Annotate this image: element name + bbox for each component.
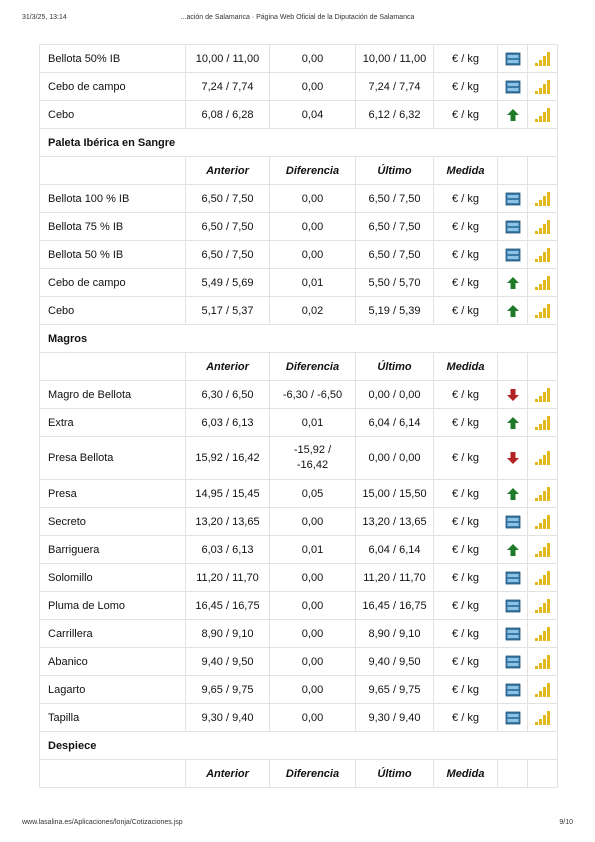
anterior-value: 6,50 / 7,50 (186, 213, 270, 241)
price-history-chart-icon[interactable] (534, 247, 552, 263)
chart-cell[interactable] (528, 73, 558, 101)
trend-cell[interactable] (498, 101, 528, 129)
medida-unit: € / kg (434, 592, 498, 620)
product-name: Lagarto (40, 676, 186, 704)
diferencia-value: 0,00 (270, 620, 356, 648)
chart-cell[interactable] (528, 381, 558, 409)
anterior-value: 9,30 / 9,40 (186, 704, 270, 732)
anterior-value: 6,03 / 6,13 (186, 409, 270, 437)
ultimo-value: 5,19 / 5,39 (356, 297, 434, 325)
trend-cell[interactable] (498, 73, 528, 101)
anterior-value: 7,24 / 7,74 (186, 73, 270, 101)
column-header-row (40, 353, 558, 381)
diferencia-value: 0,01 (270, 269, 356, 297)
trend-equal-icon[interactable] (505, 52, 521, 66)
price-row (40, 213, 558, 241)
header-blank-cell (528, 353, 558, 381)
anterior-value: 14,95 / 15,45 (186, 480, 270, 508)
ultimo-value: 9,30 / 9,40 (356, 704, 434, 732)
medida-unit: € / kg (434, 185, 498, 213)
price-table-body (40, 45, 558, 788)
medida-unit: € / kg (434, 101, 498, 129)
trend-cell[interactable] (498, 241, 528, 269)
price-row (40, 45, 558, 73)
product-name: Presa (40, 480, 186, 508)
print-url: www.lasalina.es/Aplicaciones/lonja/Cotizaciones.jsp (22, 819, 183, 826)
print-date: 31/3/25, 13:14 (22, 14, 67, 21)
ultimo-value: 11,20 / 11,70 (356, 564, 434, 592)
trend-cell[interactable] (498, 381, 528, 409)
trend-cell[interactable] (498, 480, 528, 508)
price-history-chart-icon[interactable] (534, 710, 552, 726)
ultimo-value: 5,50 / 5,70 (356, 269, 434, 297)
trend-up-arrow-icon[interactable] (505, 487, 521, 501)
chart-cell[interactable] (528, 213, 558, 241)
diferencia-value: 0,00 (270, 592, 356, 620)
price-history-chart-icon[interactable] (534, 570, 552, 586)
product-name: Barriguera (40, 536, 186, 564)
anterior-value: 6,03 / 6,13 (186, 536, 270, 564)
product-name: Bellota 100 % IB (40, 185, 186, 213)
trend-up-arrow-icon[interactable] (505, 108, 521, 122)
price-table (39, 44, 558, 788)
trend-equal-icon[interactable] (505, 220, 521, 234)
trend-down-arrow-icon[interactable] (505, 451, 521, 465)
anterior-value: 5,49 / 5,69 (186, 269, 270, 297)
diferencia-value: 0,00 (270, 213, 356, 241)
medida-unit: € / kg (434, 73, 498, 101)
column-header-ultimo: Último (356, 157, 434, 185)
chart-cell[interactable] (528, 648, 558, 676)
medida-unit: € / kg (434, 676, 498, 704)
trend-cell[interactable] (498, 45, 528, 73)
product-name: Tapilla (40, 704, 186, 732)
ultimo-value: 0,00 / 0,00 (356, 381, 434, 409)
medida-unit: € / kg (434, 480, 498, 508)
diferencia-value: 0,01 (270, 409, 356, 437)
column-header-ultimo: Último (356, 353, 434, 381)
section-header-row (40, 732, 558, 760)
trend-equal-icon[interactable] (505, 599, 521, 613)
ultimo-value: 6,50 / 7,50 (356, 213, 434, 241)
chart-cell[interactable] (528, 297, 558, 325)
product-name: Pluma de Lomo (40, 592, 186, 620)
header-blank-cell (40, 157, 186, 185)
trend-equal-icon[interactable] (505, 571, 521, 585)
diferencia-value: 0,04 (270, 101, 356, 129)
trend-cell[interactable] (498, 620, 528, 648)
price-row (40, 620, 558, 648)
medida-unit: € / kg (434, 213, 498, 241)
medida-unit: € / kg (434, 381, 498, 409)
price-history-chart-icon[interactable] (534, 542, 552, 558)
header-blank-cell (498, 760, 528, 788)
ultimo-value: 7,24 / 7,74 (356, 73, 434, 101)
price-history-chart-icon[interactable] (534, 626, 552, 642)
medida-unit: € / kg (434, 620, 498, 648)
medida-unit: € / kg (434, 269, 498, 297)
product-name: Bellota 75 % IB (40, 213, 186, 241)
medida-unit: € / kg (434, 536, 498, 564)
price-row (40, 73, 558, 101)
trend-up-arrow-icon[interactable] (505, 416, 521, 430)
product-name: Secreto (40, 508, 186, 536)
browser-print-header (0, 14, 595, 26)
diferencia-value: -15,92 / -16,42 (270, 437, 356, 480)
column-header-diferencia: Diferencia (270, 353, 356, 381)
ultimo-value: 8,90 / 9,10 (356, 620, 434, 648)
trend-equal-icon[interactable] (505, 248, 521, 262)
product-name: Solomillo (40, 564, 186, 592)
ultimo-value: 9,40 / 9,50 (356, 648, 434, 676)
price-history-chart-icon[interactable] (534, 79, 552, 95)
medida-unit: € / kg (434, 409, 498, 437)
chart-cell[interactable] (528, 101, 558, 129)
price-history-chart-icon[interactable] (534, 450, 552, 466)
trend-cell[interactable] (498, 213, 528, 241)
column-header-medida: Medida (434, 353, 498, 381)
anterior-value: 5,17 / 5,37 (186, 297, 270, 325)
medida-unit: € / kg (434, 45, 498, 73)
product-name: Magro de Bellota (40, 381, 186, 409)
price-history-chart-icon[interactable] (534, 303, 552, 319)
section-header-row (40, 129, 558, 157)
medida-unit: € / kg (434, 508, 498, 536)
trend-cell[interactable] (498, 508, 528, 536)
column-header-medida: Medida (434, 760, 498, 788)
price-history-chart-icon[interactable] (534, 486, 552, 502)
diferencia-value: 0,00 (270, 648, 356, 676)
medida-unit: € / kg (434, 437, 498, 480)
trend-equal-icon[interactable] (505, 80, 521, 94)
anterior-value: 6,08 / 6,28 (186, 101, 270, 129)
price-history-chart-icon[interactable] (534, 415, 552, 431)
product-name: Abanico (40, 648, 186, 676)
trend-cell[interactable] (498, 648, 528, 676)
price-row (40, 409, 558, 437)
diferencia-value: 0,00 (270, 45, 356, 73)
chart-cell[interactable] (528, 480, 558, 508)
trend-up-arrow-icon[interactable] (505, 304, 521, 318)
ultimo-value: 10,00 / 11,00 (356, 45, 434, 73)
chart-cell[interactable] (528, 704, 558, 732)
product-name: Presa Bellota (40, 437, 186, 480)
product-name: Bellota 50% IB (40, 45, 186, 73)
product-name: Bellota 50 % IB (40, 241, 186, 269)
trend-equal-icon[interactable] (505, 683, 521, 697)
header-blank-cell (40, 353, 186, 381)
price-history-chart-icon[interactable] (534, 51, 552, 67)
price-row (40, 648, 558, 676)
section-title: Paleta Ibérica en Sangre (40, 129, 558, 157)
anterior-value: 6,50 / 7,50 (186, 185, 270, 213)
price-row (40, 381, 558, 409)
price-history-chart-icon[interactable] (534, 598, 552, 614)
trend-cell[interactable] (498, 437, 528, 480)
anterior-value: 9,65 / 9,75 (186, 676, 270, 704)
product-name: Cebo de campo (40, 73, 186, 101)
section-title: Despiece (40, 732, 558, 760)
column-header-ultimo: Último (356, 760, 434, 788)
column-header-row (40, 157, 558, 185)
price-history-chart-icon[interactable] (534, 514, 552, 530)
price-row (40, 592, 558, 620)
medida-unit: € / kg (434, 241, 498, 269)
product-name: Carrillera (40, 620, 186, 648)
price-history-chart-icon[interactable] (534, 387, 552, 403)
price-row (40, 241, 558, 269)
diferencia-value: 0,00 (270, 185, 356, 213)
chart-cell[interactable] (528, 508, 558, 536)
section-header-row (40, 325, 558, 353)
price-row (40, 297, 558, 325)
trend-equal-icon[interactable] (505, 192, 521, 206)
chart-cell[interactable] (528, 185, 558, 213)
anterior-value: 8,90 / 9,10 (186, 620, 270, 648)
diferencia-value: 0,02 (270, 297, 356, 325)
column-header-medida: Medida (434, 157, 498, 185)
chart-cell[interactable] (528, 536, 558, 564)
ultimo-value: 6,04 / 6,14 (356, 409, 434, 437)
price-row (40, 101, 558, 129)
trend-down-arrow-icon[interactable] (505, 388, 521, 402)
ultimo-value: 6,12 / 6,32 (356, 101, 434, 129)
column-header-diferencia: Diferencia (270, 760, 356, 788)
trend-cell[interactable] (498, 592, 528, 620)
product-name: Cebo de campo (40, 269, 186, 297)
product-name: Cebo (40, 297, 186, 325)
column-header-row (40, 760, 558, 788)
trend-cell[interactable] (498, 297, 528, 325)
price-row (40, 704, 558, 732)
header-blank-cell (528, 760, 558, 788)
diferencia-value: 0,00 (270, 241, 356, 269)
anterior-value: 13,20 / 13,65 (186, 508, 270, 536)
product-name: Extra (40, 409, 186, 437)
diferencia-value: 0,00 (270, 73, 356, 101)
price-history-chart-icon[interactable] (534, 275, 552, 291)
chart-cell[interactable] (528, 241, 558, 269)
diferencia-value: 0,00 (270, 564, 356, 592)
price-row (40, 437, 558, 480)
medida-unit: € / kg (434, 564, 498, 592)
anterior-value: 6,50 / 7,50 (186, 241, 270, 269)
trend-equal-icon[interactable] (505, 627, 521, 641)
price-row (40, 508, 558, 536)
medida-unit: € / kg (434, 297, 498, 325)
anterior-value: 6,30 / 6,50 (186, 381, 270, 409)
price-history-chart-icon[interactable] (534, 682, 552, 698)
price-row (40, 480, 558, 508)
column-header-anterior: Anterior (186, 760, 270, 788)
trend-cell[interactable] (498, 409, 528, 437)
column-header-diferencia: Diferencia (270, 157, 356, 185)
trend-up-arrow-icon[interactable] (505, 276, 521, 290)
print-page-number: 9/10 (559, 819, 573, 826)
ultimo-value: 6,04 / 6,14 (356, 536, 434, 564)
trend-equal-icon[interactable] (505, 711, 521, 725)
anterior-value: 11,20 / 11,70 (186, 564, 270, 592)
chart-cell[interactable] (528, 409, 558, 437)
browser-print-footer (0, 819, 595, 831)
price-row (40, 269, 558, 297)
trend-cell[interactable] (498, 564, 528, 592)
ultimo-value: 6,50 / 7,50 (356, 241, 434, 269)
diferencia-value: 0,00 (270, 704, 356, 732)
column-header-anterior: Anterior (186, 157, 270, 185)
ultimo-value: 15,00 / 15,50 (356, 480, 434, 508)
price-row (40, 676, 558, 704)
trend-cell[interactable] (498, 676, 528, 704)
ultimo-value: 16,45 / 16,75 (356, 592, 434, 620)
print-page-title: ...ación de Salamanca · Página Web Oficial de la Diputación de Salamanca (180, 14, 415, 21)
ultimo-value: 9,65 / 9,75 (356, 676, 434, 704)
chart-cell[interactable] (528, 620, 558, 648)
diferencia-value: -6,30 / -6,50 (270, 381, 356, 409)
price-history-chart-icon[interactable] (534, 191, 552, 207)
trend-equal-icon[interactable] (505, 515, 521, 529)
anterior-value: 9,40 / 9,50 (186, 648, 270, 676)
header-blank-cell (498, 353, 528, 381)
chart-cell[interactable] (528, 592, 558, 620)
trend-cell[interactable] (498, 536, 528, 564)
chart-cell[interactable] (528, 437, 558, 480)
trend-up-arrow-icon[interactable] (505, 543, 521, 557)
ultimo-value: 0,00 / 0,00 (356, 437, 434, 480)
column-header-anterior: Anterior (186, 353, 270, 381)
trend-cell[interactable] (498, 704, 528, 732)
medida-unit: € / kg (434, 704, 498, 732)
header-blank-cell (498, 157, 528, 185)
price-row (40, 185, 558, 213)
diferencia-value: 0,05 (270, 480, 356, 508)
chart-cell[interactable] (528, 45, 558, 73)
price-history-chart-icon[interactable] (534, 219, 552, 235)
anterior-value: 15,92 / 16,42 (186, 437, 270, 480)
diferencia-value: 0,00 (270, 676, 356, 704)
product-name: Cebo (40, 101, 186, 129)
price-row (40, 564, 558, 592)
price-row (40, 536, 558, 564)
anterior-value: 16,45 / 16,75 (186, 592, 270, 620)
chart-cell[interactable] (528, 564, 558, 592)
trend-cell[interactable] (498, 185, 528, 213)
price-history-chart-icon[interactable] (534, 107, 552, 123)
diferencia-value: 0,00 (270, 508, 356, 536)
medida-unit: € / kg (434, 648, 498, 676)
trend-cell[interactable] (498, 269, 528, 297)
chart-cell[interactable] (528, 269, 558, 297)
price-history-chart-icon[interactable] (534, 654, 552, 670)
diferencia-value: 0,01 (270, 536, 356, 564)
header-blank-cell (40, 760, 186, 788)
anterior-value: 10,00 / 11,00 (186, 45, 270, 73)
ultimo-value: 6,50 / 7,50 (356, 185, 434, 213)
trend-equal-icon[interactable] (505, 655, 521, 669)
section-title: Magros (40, 325, 558, 353)
header-blank-cell (528, 157, 558, 185)
chart-cell[interactable] (528, 676, 558, 704)
ultimo-value: 13,20 / 13,65 (356, 508, 434, 536)
